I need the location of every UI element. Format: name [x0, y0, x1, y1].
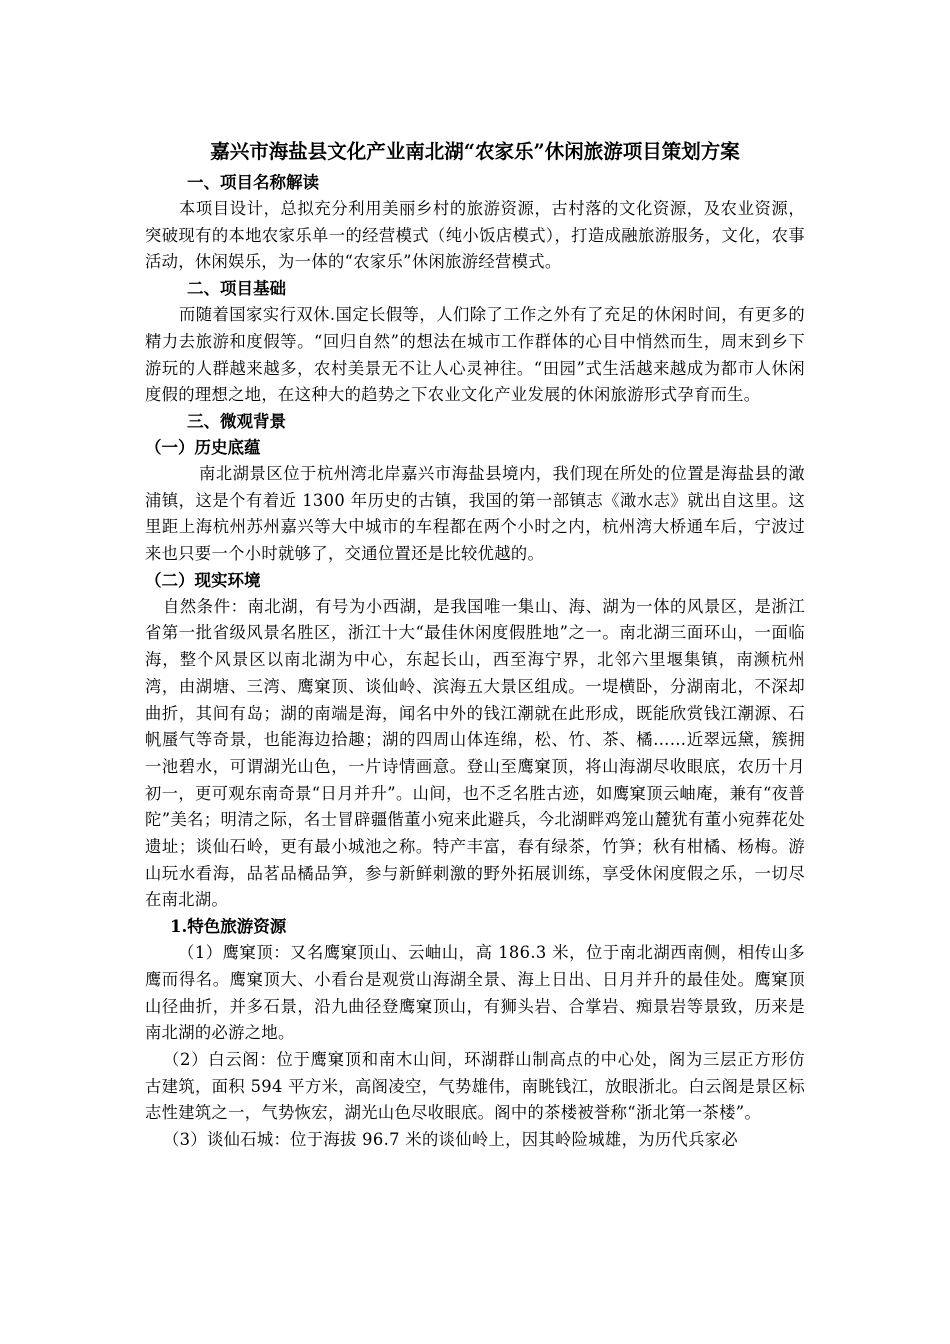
paragraph-resource-yingkeding: （1）鹰窠顶：又名鹰窠顶山、云岫山，高 186.3 米，位于南北湖西南侧，相传山多鹰而得名。鹰窠顶大、小看台是观赏山海湖全景、海上日出、日月并升的最佳处。鹰窠顶山径曲折，并多石景，沿九曲径登鹰窠顶山，有狮头岩、合掌岩、痴景岩等景致，历来是南北湖的必游之地。 — [145, 943, 805, 1043]
section-heading-basis: 二、项目基础 — [187, 279, 286, 299]
paragraph-resource-baiyunge: （2）白云阁：位于鹰窠顶和南木山间，环湖群山制高点的中心处，阁为三层正方形仿古建筑，面积 594 平方米，高阁凌空，气势雄伟，南眺钱江，放眼浙北。白云阁是景区标志性建筑之一，气势恢宏，湖光山色尽收眼底。阁中的茶楼被誉称“浙北第一茶楼”。 — [145, 1049, 805, 1123]
subsection-heading-environment: （二）现实环境 — [145, 570, 261, 590]
paragraph-name-interpretation: 本项目设计，总拟充分利用美丽乡村的旅游资源，古村落的文化资源，及农业资源，突破现有的本地农家乐单一的经营模式（纯小饭店模式），打造成融旅游服务，文化，农事活动，休闲娱乐，为一体的“农家乐”休闲旅游经营模式。 — [145, 199, 805, 272]
paragraph-project-basis: 而随着国家实行双休.国定长假等，人们除了工作之外有了充足的休闲时间，有更多的精力去旅游和度假等。“回归自然”的想法在城市工作群体的心目中悄然而生，周末到乡下游玩的人群越来越多，农村美景无不让人心灵神往。“田园”式生活越来越成为都市人休闲度假的理想之地，在这种大的趋势之下农业文化产业发展的休闲旅游形式孕育而生。 — [145, 305, 805, 405]
paragraph-environment: 自然条件：南北湖，有号为小西湖，是我国唯一集山、海、湖为一体的风景区，是浙江省第一批省级风景名胜区，浙江十大“最佳休闲度假胜地”之一。南北湖三面环山，一面临海，整个风景区以南北湖为中心，东起长山，西至海宁界，北邻六里堰集镇，南濒杭州湾，由湖塘、三湾、鹰窠顶、谈仙岭、滨海五大景区组成。一堤横卧，分湖南北，不深却曲折，其间有岛；湖的南端是海，闻名中外的钱江潮就在此形成，既能欣赏钱江潮源、石帆蜃气等奇景，也能海边拾趣；湖的四周山体连绵，松、竹、茶、橘……近翠远黛，簇拥一池碧水，可谓湖光山色，一片诗情画意。登山至鹰窠顶，将山海湖尽收眼底，农历十月初一，更可观东南奇景“日月并升”。山间，也不乏名胜古迹，如鹰窠顶云岫庵，兼有“夜普陀”美名；明清之际，名士冒辟疆偕董小宛来此避兵，今北湖畔鸡笼山麓犹有董小宛葬花处遗址；谈仙石岭，更有最小城池之称。特产丰富，春有绿茶，竹笋；秋有柑橘、杨梅。游山玩水看海，品茗品橘品笋，参与新鲜刺激的野外拓展训练，享受休闲度假之乐，一切尽在南北湖。 — [145, 596, 805, 910]
section-heading-name: 一、项目名称解读 — [187, 173, 319, 192]
section-heading-micro-background: 三、微观背景 — [187, 411, 286, 431]
subsection-heading-resources: 1.特色旅游资源 — [170, 917, 287, 937]
paragraph-resource-tanxian: （3）谈仙石城：位于海拔 96.7 米的谈仙岭上，因其岭险城雄，为历代兵家必 — [163, 1130, 738, 1150]
document-title: 嘉兴市海盐县文化产业南北湖“农家乐”休闲旅游项目策划方案 — [210, 140, 740, 163]
subsection-heading-history: （一）历史底蕴 — [145, 437, 261, 457]
document-body — [145, 136, 805, 1154]
paragraph-history: 南北湖景区位于杭州湾北岸嘉兴市海盐县境内，我们现在所处的位置是海盐县的澉浦镇，这是个有着近 1300 年历史的古镇，我国的第一部镇志《澉水志》就出自这里。这里距上海杭州苏州嘉兴等大中城市的车程都在两个小时之内，杭州湾大桥通车后，宁波过来也只要一个小时就够了，交通位置还是比较优越的。 — [145, 463, 805, 564]
